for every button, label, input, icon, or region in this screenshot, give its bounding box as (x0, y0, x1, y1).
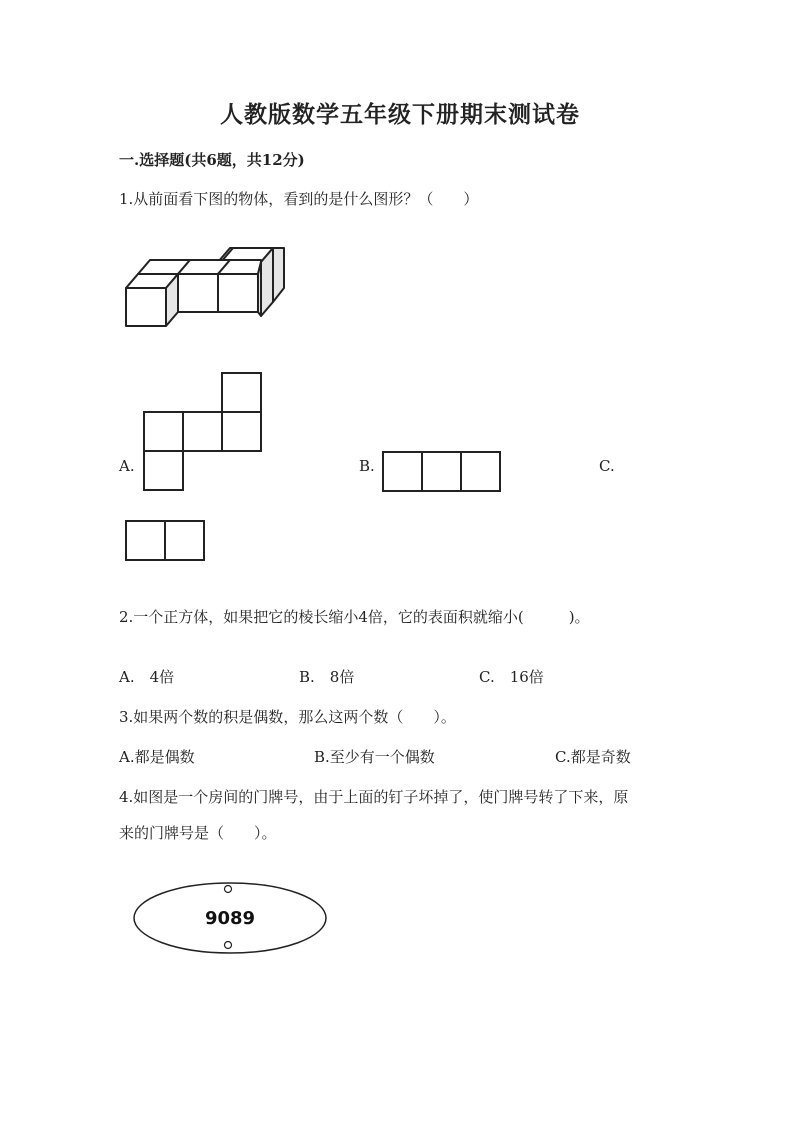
q1-option-b-figure (381, 451, 503, 493)
q2-option-b[interactable]: B. 8倍 (299, 668, 355, 686)
question-4-text-line1: 4.如图是一个房间的门牌号，由于上面的钉子坏掉了，使门牌号转了下来，原 (119, 788, 629, 806)
door-plate-figure (132, 880, 332, 956)
q3-option-b[interactable]: B.至少有一个偶数 (314, 748, 435, 766)
question-3-text: 3.如果两个数的积是偶数，那么这两个数（ ）。 (119, 708, 456, 726)
page-title: 人教版数学五年级下册期末测试卷 (220, 101, 580, 128)
door-plate-number: 9089 (204, 908, 256, 929)
nail-hole-bottom (225, 942, 232, 949)
q3-option-a[interactable]: A.都是偶数 (119, 748, 195, 766)
question-4-text-line2: 来的门牌号是（ ）。 (119, 824, 277, 842)
q3-option-c[interactable]: C.都是奇数 (555, 748, 631, 766)
question-2-text: 2.一个正方体，如果把它的棱长缩小4倍，它的表面积就缩小( )。 (119, 608, 590, 626)
section-heading: 一.选择题(共6题，共12分) (119, 151, 305, 169)
question-1-text: 1.从前面看下图的物体，看到的是什么图形？（ ） (119, 190, 479, 208)
q2-option-a[interactable]: A. 4倍 (119, 668, 175, 686)
q1-option-c-label[interactable]: C. (599, 457, 615, 475)
q1-option-b-label[interactable]: B. (359, 457, 375, 475)
q1-option-a-figure (142, 372, 264, 494)
nail-hole-top (225, 886, 232, 893)
q1-option-c-figure (125, 520, 207, 562)
q2-option-c[interactable]: C. 16倍 (479, 668, 544, 686)
cube-stack-figure (118, 240, 298, 335)
q1-option-a-label[interactable]: A. (119, 457, 135, 475)
